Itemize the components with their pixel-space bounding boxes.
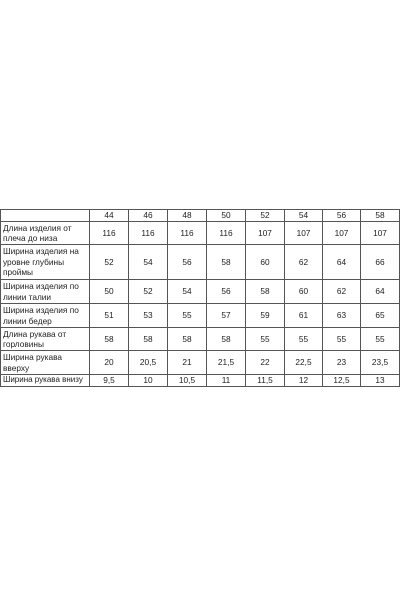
- measurement-value: 116: [90, 222, 129, 245]
- measurement-row: [1, 245, 400, 280]
- measurement-value: 58: [129, 328, 168, 351]
- measurement-value: 55: [285, 328, 323, 351]
- measurement-value: 58: [207, 245, 246, 280]
- measurement-value: 12,5: [323, 375, 361, 387]
- measurement-value: 53: [129, 304, 168, 328]
- measurement-value: 54: [129, 245, 168, 280]
- size-header-cell: 48: [168, 210, 207, 222]
- measurement-value: 56: [168, 245, 207, 280]
- measurement-value: 21: [168, 351, 207, 375]
- measurement-value: 9,5: [90, 375, 129, 387]
- measurement-value: 55: [168, 304, 207, 328]
- measurement-value: 65: [361, 304, 400, 328]
- measurement-value: 62: [285, 245, 323, 280]
- measurement-value: 50: [90, 280, 129, 304]
- measurement-row: [1, 351, 400, 375]
- measurement-value: 116: [207, 222, 246, 245]
- size-header-row: [1, 210, 400, 222]
- measurement-value: 20: [90, 351, 129, 375]
- measurement-label: Ширина рукава вверху: [1, 351, 90, 375]
- measurement-value: 58: [90, 328, 129, 351]
- measurement-value: 22: [246, 351, 285, 375]
- measurement-value: 116: [129, 222, 168, 245]
- measurement-row: [1, 375, 400, 387]
- measurement-value: 60: [246, 245, 285, 280]
- measurement-value: 60: [285, 280, 323, 304]
- header-empty-cell: [1, 210, 90, 222]
- measurement-value: 58: [246, 280, 285, 304]
- measurement-value: 51: [90, 304, 129, 328]
- measurement-value: 52: [129, 280, 168, 304]
- measurement-value: 13: [361, 375, 400, 387]
- measurement-value: 10,5: [168, 375, 207, 387]
- measurement-value: 22,5: [285, 351, 323, 375]
- measurement-value: 116: [168, 222, 207, 245]
- measurement-value: 52: [90, 245, 129, 280]
- measurement-value: 55: [361, 328, 400, 351]
- measurement-value: 55: [323, 328, 361, 351]
- measurement-value: 66: [361, 245, 400, 280]
- measurement-value: 56: [207, 280, 246, 304]
- measurement-value: 107: [246, 222, 285, 245]
- size-header-cell: 52: [246, 210, 285, 222]
- measurement-value: 57: [207, 304, 246, 328]
- size-header-cell: 58: [361, 210, 400, 222]
- size-header-cell: 54: [285, 210, 323, 222]
- measurement-label: Длина изделия от плеча до низа: [1, 222, 90, 245]
- measurement-value: 20,5: [129, 351, 168, 375]
- measurement-value: 58: [168, 328, 207, 351]
- measurement-value: 64: [361, 280, 400, 304]
- size-chart-table: [0, 209, 400, 387]
- measurement-value: 61: [285, 304, 323, 328]
- measurement-value: 11: [207, 375, 246, 387]
- measurement-value: 107: [361, 222, 400, 245]
- measurement-label: Ширина изделия по линии бедер: [1, 304, 90, 328]
- measurement-value: 21,5: [207, 351, 246, 375]
- measurement-row: [1, 328, 400, 351]
- measurement-value: 12: [285, 375, 323, 387]
- measurement-value: 107: [285, 222, 323, 245]
- measurement-value: 63: [323, 304, 361, 328]
- measurement-value: 11,5: [246, 375, 285, 387]
- measurement-value: 58: [207, 328, 246, 351]
- size-header-cell: 56: [323, 210, 361, 222]
- measurement-row: [1, 304, 400, 328]
- measurement-value: 23: [323, 351, 361, 375]
- measurement-row: [1, 280, 400, 304]
- measurement-label: Ширина изделия на уровне глубины проймы: [1, 245, 90, 280]
- measurement-value: 54: [168, 280, 207, 304]
- measurement-value: 23,5: [361, 351, 400, 375]
- measurement-label: Ширина изделия по линии талии: [1, 280, 90, 304]
- measurement-row: [1, 222, 400, 245]
- measurement-label: Длина рукава от горловины: [1, 328, 90, 351]
- measurement-value: 64: [323, 245, 361, 280]
- measurement-value: 59: [246, 304, 285, 328]
- size-header-cell: 50: [207, 210, 246, 222]
- measurement-value: 62: [323, 280, 361, 304]
- measurement-value: 10: [129, 375, 168, 387]
- size-header-cell: 46: [129, 210, 168, 222]
- measurement-value: 55: [246, 328, 285, 351]
- measurement-value: 107: [323, 222, 361, 245]
- size-header-cell: 44: [90, 210, 129, 222]
- measurement-label: Ширина рукава внизу: [1, 375, 90, 387]
